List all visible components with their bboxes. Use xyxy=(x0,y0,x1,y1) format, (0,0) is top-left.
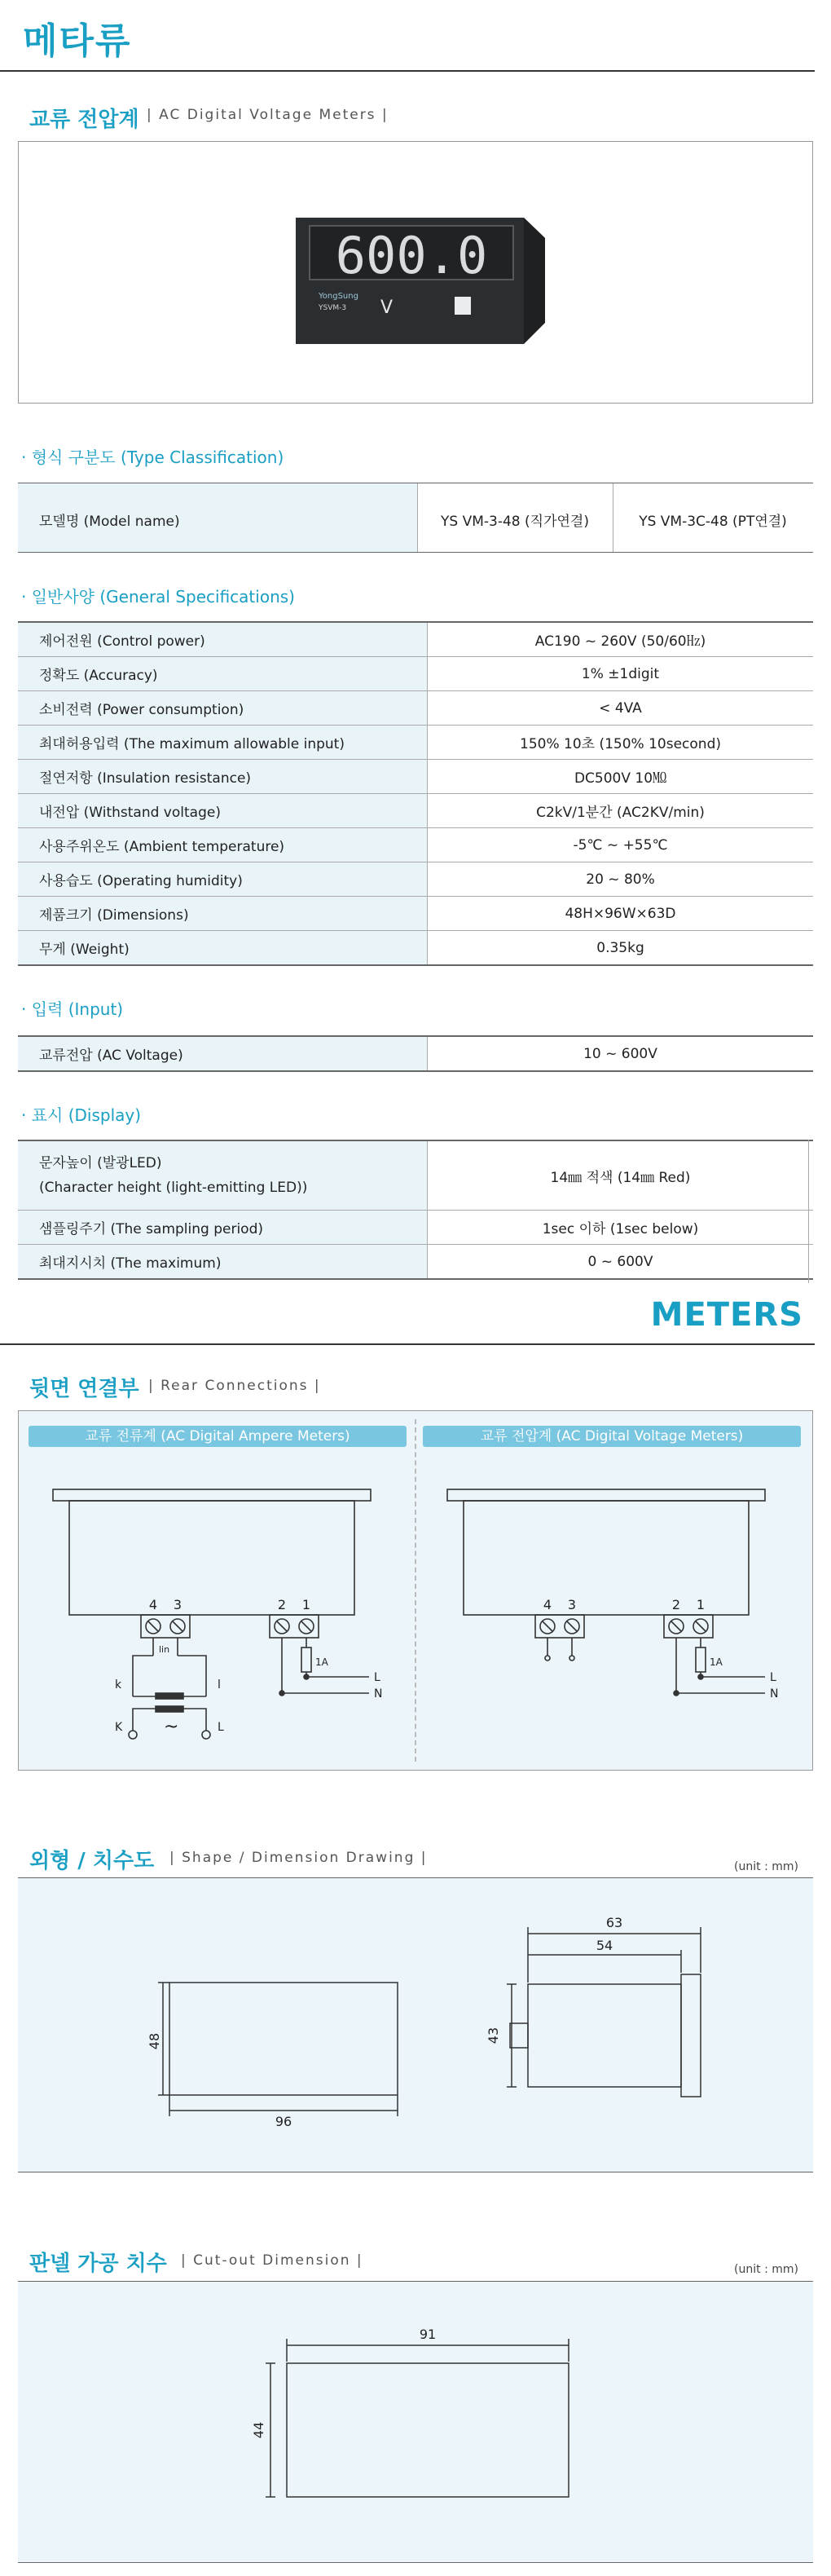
ampere-label: 교류 전류계 (AC Digital Ampere Meters) xyxy=(29,1426,407,1447)
char-height-label-ko: 문자높이 (발광LED) xyxy=(39,1155,162,1171)
dim-91: 91 xyxy=(419,2327,437,2342)
v-terminal-2: 2 xyxy=(671,1597,681,1612)
terminal-1: 1 xyxy=(301,1597,311,1612)
fuse-label: 1A xyxy=(315,1656,328,1668)
dim-54: 54 xyxy=(596,1938,613,1953)
general-spec-table xyxy=(18,621,813,966)
table-row xyxy=(18,1140,813,1211)
voltmeter-photo xyxy=(19,142,814,404)
rear-title: 뒷면 연결부 xyxy=(29,1377,139,1401)
v-terminal-1: 1 xyxy=(696,1597,706,1612)
cutout-title: 판넬 가공 치수 xyxy=(29,2252,167,2276)
meters-band-title: METERS xyxy=(650,1296,803,1334)
dim-44: 44 xyxy=(251,2421,266,2439)
table-row: 제품크기 (Dimensions) 48H×96W×63D xyxy=(18,897,813,931)
rear-connections-panel xyxy=(18,1410,813,1771)
dim-43: 43 xyxy=(486,2027,501,2044)
type-table xyxy=(18,483,813,553)
general-heading: · 일반사양 (General Specifications) xyxy=(21,587,295,607)
table-row: 내전압 (Withstand voltage) C2kV/1분간 (AC2KV/min) xyxy=(18,794,813,828)
shape-title: 외형 / 치수도 xyxy=(29,1849,155,1873)
char-height-value: 14㎜ 적색 (14㎜ Red) xyxy=(428,1140,814,1211)
model-pt: YS VM-3C-48 (PT연결) xyxy=(639,514,787,530)
cutout-rect xyxy=(287,2363,569,2497)
input-table xyxy=(18,1035,813,1072)
table-row: 정확도 (Accuracy) 1% ±1digit xyxy=(18,657,813,691)
ampere-body xyxy=(69,1501,354,1615)
table-row: 사용습도 (Operating humidity) 20 ~ 80% xyxy=(18,862,813,897)
shape-drawing xyxy=(18,1878,813,2172)
table-row: 절연저항 (Insulation resistance) DC500V 10㏁ xyxy=(18,760,813,794)
rear-subtitle: | Rear Connections | xyxy=(148,1378,321,1394)
unit-mark: V xyxy=(380,298,394,318)
cutout-drawing xyxy=(18,2282,813,2562)
v-line-L: L xyxy=(770,1671,776,1684)
display-table xyxy=(18,1140,813,1280)
type-heading: · 형식 구분도 (Type Classification) xyxy=(21,448,284,467)
table-row: 사용주위온도 (Ambient temperature) -5℃ ~ +55℃ xyxy=(18,828,813,862)
product-title: 교류 전압계 xyxy=(29,108,139,132)
v-terminal-4: 4 xyxy=(543,1597,552,1612)
terminal-3: 3 xyxy=(173,1597,182,1612)
header-rule xyxy=(0,70,815,72)
product-photo-frame xyxy=(18,141,813,404)
input-heading: · 입력 (Input) xyxy=(21,999,124,1019)
ct-L: L xyxy=(218,1721,224,1734)
char-height-label-en: (Character height (light-emitting LED)) xyxy=(39,1180,308,1196)
dim-96: 96 xyxy=(275,2114,292,2129)
voltage-body xyxy=(464,1501,749,1615)
dim-63: 63 xyxy=(605,1915,623,1930)
model-name-label: 모델명 (Model name) xyxy=(39,514,180,530)
ct-l: l xyxy=(218,1678,221,1692)
meters-rule xyxy=(0,1343,815,1345)
cutout-unit: (unit : mm) xyxy=(734,2263,798,2276)
table-row: 최대허용입력 (The maximum allowable input) 150% 10초 (150% 10second) xyxy=(18,726,813,760)
display-heading: · 표시 (Display) xyxy=(21,1105,142,1125)
lin-label: lin xyxy=(159,1644,170,1655)
v-terminal-3: 3 xyxy=(567,1597,577,1612)
line-N: N xyxy=(374,1687,383,1700)
table-row: 소비전력 (Power consumption) < 4VA xyxy=(18,691,813,726)
terminal-2: 2 xyxy=(277,1597,287,1612)
cutout-drawing-panel xyxy=(18,2282,813,2562)
model-direct: YS VM-3-48 (직가연결) xyxy=(441,514,589,530)
table-row: 최대지시치 (The maximum) 0 ~ 600V xyxy=(18,1245,813,1280)
voltage-label: 교류 전압계 (AC Digital Voltage Meters) xyxy=(423,1426,801,1447)
shape-unit: (unit : mm) xyxy=(734,1860,798,1873)
ct-k: k xyxy=(115,1678,122,1692)
v-fuse-label: 1A xyxy=(710,1656,723,1668)
shape-drawing-panel xyxy=(18,1878,813,2172)
rear-wiring-diagram xyxy=(19,1411,814,1771)
shape-subtitle: | Shape / Dimension Drawing | xyxy=(169,1850,428,1866)
table-row: 교류전압 (AC Voltage) 10 ~ 600V xyxy=(18,1036,813,1071)
table-row: 무게 (Weight) 0.35kg xyxy=(18,931,813,966)
ct-K: K xyxy=(115,1721,123,1734)
cutout-subtitle: | Cut-out Dimension | xyxy=(181,2252,363,2269)
table-row: 제어전원 (Control power) AC190 ~ 260V (50/60㎐) xyxy=(18,622,813,657)
page-title: 메타류 xyxy=(23,20,132,62)
terminal-4: 4 xyxy=(148,1597,158,1612)
v-line-N: N xyxy=(770,1687,779,1700)
front-view xyxy=(169,1983,398,2095)
ac-tilde: ~ xyxy=(164,1717,179,1737)
model-print: YSVM-3 xyxy=(319,304,347,312)
dim-48: 48 xyxy=(147,2032,162,2050)
voltage-bezel xyxy=(447,1489,765,1501)
product-subtitle: | AC Digital Voltage Meters | xyxy=(147,107,389,123)
scale-label xyxy=(455,297,471,315)
side-body xyxy=(528,1984,681,2087)
display-reading: 600.0 xyxy=(335,226,488,285)
table-row: 샘플링주기 (The sampling period) 1sec 이하 (1sec below) xyxy=(18,1211,813,1245)
brand-print: YongSung xyxy=(319,292,358,301)
side-bezel xyxy=(681,1974,701,2097)
line-L: L xyxy=(374,1671,380,1684)
ampere-bezel xyxy=(53,1489,371,1501)
